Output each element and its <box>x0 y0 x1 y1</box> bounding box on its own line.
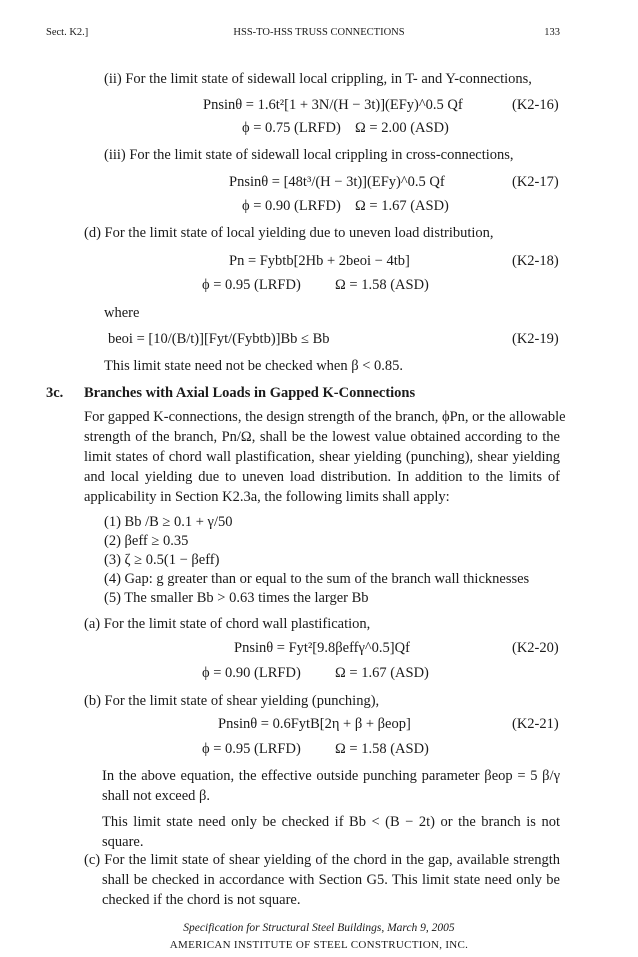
check-condition-paragraph <box>102 812 560 852</box>
item-a-text: (a) For the limit state of chord wall plastification, <box>84 616 371 632</box>
item-b-text: (b) For the limit state of shear yielding (punching), <box>84 693 380 709</box>
limit-item: (3) ζ ≥ 0.5(1 − βeff) <box>104 552 220 568</box>
paragraph-line: For gapped K-connections, the design strength of the branch, ϕPn, or the allowable <box>84 409 566 425</box>
equation-k2-17: Pnsinθ = [48t³/(H − 3t)](EFy)^0.5 Qf <box>229 174 445 190</box>
equation-k2-16: Pnsinθ = 1.6t²[1 + 3N/(H − 3t)](EFy)^0.5 Qf <box>203 97 463 113</box>
omega-k2-16: Ω = 2.00 (ASD) <box>355 120 449 136</box>
paragraph-line: strength of the branch, Pn/Ω, shall be the lowest value obtained according to the <box>84 429 560 445</box>
limit-item: (2) βeff ≥ 0.35 <box>104 533 189 549</box>
equation-k2-21: Pnsinθ = 0.6FytB[2η + β + βeop] <box>218 716 411 732</box>
running-header-title: HSS-TO-HSS TRUSS CONNECTIONS <box>233 27 405 38</box>
section-paragraph <box>84 407 566 507</box>
section-number: 3c. <box>46 385 64 401</box>
paragraph-line: and local yielding due to uneven load distribution. In addition to the limits of <box>84 469 560 485</box>
phi-k2-17: ϕ = 0.90 (LRFD) <box>242 198 341 214</box>
equation-number-k2-16: (K2-16) <box>512 97 559 113</box>
equation-number-k2-17: (K2-17) <box>512 174 559 190</box>
footer-publisher: AMERICAN INSTITUTE OF STEEL CONSTRUCTION, INC. <box>169 939 469 951</box>
equation-k2-19: beoi = [10/(B/t)][Fyt/(Fybtb)]Bb ≤ Bb <box>108 331 330 347</box>
equation-number-k2-18: (K2-18) <box>512 253 559 269</box>
phi-k2-16: ϕ = 0.75 (LRFD) <box>242 120 341 136</box>
section-title: Branches with Axial Loads in Gapped K-Connections <box>84 385 416 401</box>
equation-k2-20: Pnsinθ = Fyt²[9.8βeffγ^0.5]Qf <box>234 640 410 656</box>
paragraph-line: square. <box>102 834 144 850</box>
omega-k2-21: Ω = 1.58 (ASD) <box>335 741 429 757</box>
item-d-text: (d) For the limit state of local yielding due to uneven load distribution, <box>84 225 494 241</box>
equation-number-k2-19: (K2-19) <box>512 331 559 347</box>
where-label: where <box>104 305 140 321</box>
paragraph-line: (c) For the limit state of shear yielding of the chord in the gap, available strength <box>84 852 560 868</box>
paragraph-line: checked if the chord is not square. <box>102 892 301 908</box>
paragraph-line: limit states of chord wall plastification, shear yielding (punching), shear yielding <box>84 449 560 465</box>
punching-parameter-paragraph <box>102 766 560 806</box>
equation-k2-18: Pn = Fybtb[2Hb + 2beoi − 4tb] <box>229 253 410 269</box>
section-reference: Sect. K2.] <box>46 27 89 38</box>
equation-number-k2-21: (K2-21) <box>512 716 559 732</box>
omega-k2-17: Ω = 1.67 (ASD) <box>355 198 449 214</box>
phi-k2-18: ϕ = 0.95 (LRFD) <box>202 277 301 293</box>
item-ii-text: (ii) For the limit state of sidewall local crippling, in T- and Y-connections, <box>104 71 532 87</box>
item-d-note: This limit state need not be checked when β < 0.85. <box>104 358 404 374</box>
paragraph-line: applicability in Section K2.3a, the following limits shall apply: <box>84 489 450 505</box>
footer-spec-title: Specification for Structural Steel Buildings, March 9, 2005 <box>183 922 455 934</box>
page-number: 133 <box>544 27 560 38</box>
item-iii-text: (iii) For the limit state of sidewall local crippling in cross-connections, <box>104 147 514 163</box>
paragraph-line: shall not exceed β. <box>102 788 211 804</box>
omega-k2-20: Ω = 1.67 (ASD) <box>335 665 429 681</box>
paragraph-line: In the above equation, the effective outside punching parameter βeop = 5 β/γ <box>102 768 560 784</box>
equation-number-k2-20: (K2-20) <box>512 640 559 656</box>
limit-item: (5) The smaller Bb > 0.63 times the larger Bb <box>104 590 369 606</box>
item-c-paragraph <box>84 850 560 910</box>
limit-item: (1) Bb /B ≥ 0.1 + γ/50 <box>104 514 233 530</box>
omega-k2-18: Ω = 1.58 (ASD) <box>335 277 429 293</box>
paragraph-line: shall be checked in accordance with Section G5. This limit state need only be <box>102 872 560 888</box>
paragraph-line: This limit state need only be checked if Bb < (B − 2t) or the branch is not <box>102 814 560 830</box>
phi-k2-21: ϕ = 0.95 (LRFD) <box>202 741 301 757</box>
limit-item: (4) Gap: g greater than or equal to the sum of the branch wall thicknesses <box>104 571 530 587</box>
phi-k2-20: ϕ = 0.90 (LRFD) <box>202 665 301 681</box>
